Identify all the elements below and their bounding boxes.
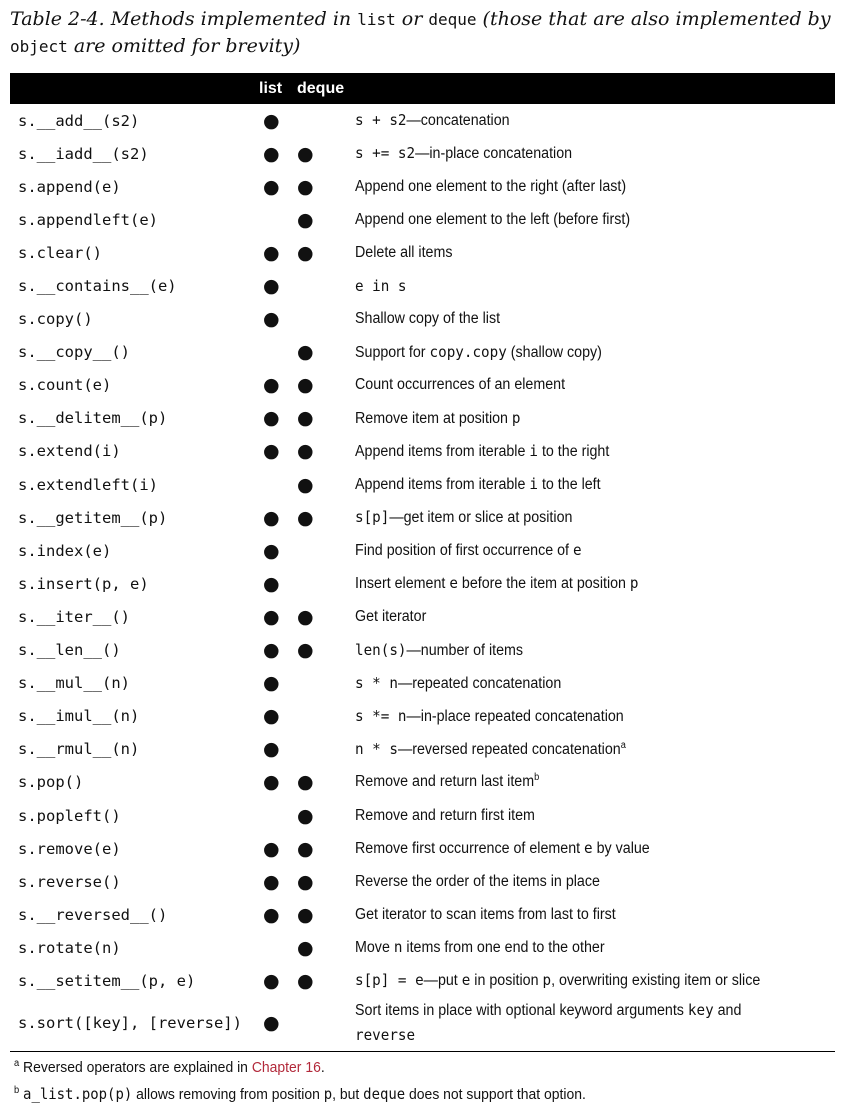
method-description (355, 402, 797, 435)
deque-support-cell (293, 799, 355, 832)
deque-support-cell (293, 269, 355, 302)
deque-support-dot-icon: ● (297, 969, 314, 992)
table-row (10, 865, 835, 898)
list-support-dot-icon: ● (263, 705, 280, 728)
table-caption (10, 6, 835, 60)
description-code: reverse (355, 1025, 416, 1044)
method-name: s.__delitem__(p) (18, 409, 168, 428)
description-text: —get item or slice at position (389, 509, 573, 527)
deque-support-cell (293, 667, 355, 700)
list-support-dot-icon: ● (263, 771, 280, 794)
list-support-cell (255, 898, 293, 931)
table-row (10, 998, 835, 1048)
description-text: to the right (537, 442, 610, 460)
list-support-dot-icon: ● (263, 241, 280, 264)
list-support-cell (255, 931, 293, 964)
list-support-cell (255, 832, 293, 865)
deque-support-dot-icon: ● (297, 241, 314, 264)
description-text: Append one element to the right (after last) (355, 177, 627, 195)
deque-support-dot-icon: ● (297, 175, 314, 198)
list-support-cell (255, 733, 293, 766)
table-row (10, 931, 835, 964)
deque-support-cell (293, 137, 355, 170)
method-name: s.__add__(s2) (18, 111, 140, 130)
table-row (10, 236, 835, 269)
footnotes (14, 1054, 834, 1108)
method-description (355, 170, 797, 203)
method-description (355, 468, 797, 501)
description-code: p (542, 971, 552, 990)
description-code: copy.copy (429, 342, 507, 361)
deque-support-dot-icon: ● (297, 440, 314, 463)
method-name: s.__imul__(n) (18, 707, 140, 726)
description-code: e in s (355, 276, 407, 295)
table-row (10, 634, 835, 667)
deque-support-cell (293, 336, 355, 369)
method-name: s.appendleft(e) (18, 210, 158, 229)
method-description (355, 435, 797, 468)
deque-support-cell (293, 964, 355, 997)
deque-support-dot-icon: ● (297, 473, 314, 496)
table-row (10, 468, 835, 501)
description-code: e (572, 541, 582, 560)
method-name: s.reverse() (18, 872, 121, 891)
method-description (355, 104, 797, 137)
deque-support-cell (293, 865, 355, 898)
description-code: n (393, 938, 403, 957)
list-support-dot-icon: ● (263, 672, 280, 695)
list-support-cell (255, 865, 293, 898)
method-name: s.insert(p, e) (18, 574, 149, 593)
table-row (10, 667, 835, 700)
deque-support-dot-icon: ● (297, 374, 314, 397)
method-description (355, 236, 797, 269)
description-code: e (449, 574, 458, 593)
description-code: p (629, 574, 639, 593)
method-name: s.popleft() (18, 806, 121, 825)
list-support-dot-icon: ● (263, 109, 280, 132)
list-support-cell (255, 600, 293, 633)
table-row (10, 203, 835, 236)
list-support-dot-icon: ● (263, 175, 280, 198)
method-description (355, 336, 797, 369)
method-description (355, 931, 797, 964)
table-row (10, 700, 835, 733)
footnote-b (14, 1081, 777, 1108)
method-description (355, 369, 797, 402)
description-text: in position (470, 972, 543, 990)
method-name: s.__len__() (18, 641, 121, 660)
description-text: items from one end to the other (402, 939, 605, 957)
header-deque: deque (297, 79, 345, 97)
table-row (10, 766, 835, 799)
description-text: —reversed repeated concatenation (397, 740, 621, 758)
method-name: s.__setitem__(p, e) (18, 971, 196, 990)
deque-support-cell (293, 534, 355, 567)
description-text: Append items from iterable (355, 476, 530, 494)
deque-support-cell (293, 931, 355, 964)
list-support-cell (255, 667, 293, 700)
list-support-cell (255, 369, 293, 402)
table-row (10, 799, 835, 832)
list-support-cell (255, 634, 293, 667)
list-support-cell (255, 402, 293, 435)
list-support-dot-icon: ● (263, 969, 280, 992)
description-text: to the left (537, 476, 601, 494)
footnote-b-code-p: p (323, 1085, 333, 1103)
list-support-cell (255, 766, 293, 799)
deque-support-cell (293, 501, 355, 534)
description-code: key (687, 1000, 714, 1019)
description-text: by value (592, 840, 650, 858)
method-description (355, 269, 797, 302)
description-text: Remove item at position (355, 409, 512, 427)
deque-support-dot-icon: ● (297, 341, 314, 364)
table-row (10, 898, 835, 931)
method-description (355, 634, 797, 667)
description-code: s *= n (355, 706, 407, 725)
list-support-dot-icon: ● (263, 870, 280, 893)
list-support-dot-icon: ● (263, 275, 280, 298)
method-description (355, 998, 797, 1048)
method-name: s.__getitem__(p) (18, 508, 168, 527)
description-text: , overwriting existing item or slice (551, 972, 761, 990)
footnote-a-text: Reversed operators are explained in (19, 1059, 252, 1076)
footnote-ref: b (534, 772, 540, 784)
list-support-cell (255, 799, 293, 832)
list-support-cell (255, 104, 293, 137)
footnote-b-code-pop: a_list.pop(p) (23, 1085, 133, 1103)
footnote-b-marker: b (14, 1085, 20, 1096)
table-row (10, 435, 835, 468)
method-description (355, 700, 797, 733)
table-row (10, 733, 835, 766)
description-code: s + s2 (355, 111, 407, 130)
deque-support-cell (293, 898, 355, 931)
description-text: Delete all items (355, 243, 453, 261)
footnote-b-code-deque: deque (363, 1085, 406, 1103)
deque-support-dot-icon: ● (297, 506, 314, 529)
list-support-dot-icon: ● (263, 903, 280, 926)
description-text: Append items from iterable (355, 442, 530, 460)
description-code: s[p] (355, 508, 390, 527)
method-description (355, 766, 797, 799)
method-name: s.__contains__(e) (18, 277, 177, 296)
description-text: —number of items (406, 641, 524, 659)
description-code: n * s (355, 739, 398, 758)
method-name: s.extend(i) (18, 442, 121, 461)
description-code: s * n (355, 673, 398, 692)
method-description (355, 600, 797, 633)
table-row (10, 832, 835, 865)
list-support-dot-icon: ● (263, 308, 280, 331)
description-text: —repeated concatenation (397, 674, 562, 692)
deque-support-cell (293, 402, 355, 435)
description-code: s += s2 (355, 144, 416, 163)
table-row (10, 964, 835, 997)
caption-code-object: object (10, 37, 68, 56)
caption-text-4: are omitted for brevity) (67, 35, 301, 57)
footnote-a-marker: a (14, 1058, 20, 1069)
description-code: i (529, 441, 538, 460)
caption-code-list: list (357, 10, 396, 29)
deque-support-cell (293, 369, 355, 402)
table-row (10, 137, 835, 170)
method-description (355, 832, 797, 865)
method-description (355, 501, 797, 534)
deque-support-cell (293, 766, 355, 799)
table-row (10, 303, 835, 336)
method-name: s.rotate(n) (18, 938, 121, 957)
method-description (355, 137, 797, 170)
method-description (355, 964, 797, 997)
description-text: —concatenation (406, 112, 510, 130)
deque-support-dot-icon: ● (297, 903, 314, 926)
header-list: list (259, 79, 283, 97)
method-description (355, 567, 797, 600)
method-name: s.pop() (18, 773, 84, 792)
table-header (10, 73, 835, 104)
description-text: before the item at position (457, 575, 630, 593)
list-support-dot-icon: ● (263, 539, 280, 562)
deque-support-dot-icon: ● (297, 837, 314, 860)
list-support-dot-icon: ● (263, 605, 280, 628)
description-code: len(s) (355, 640, 407, 659)
description-code: e (584, 839, 593, 858)
description-text: Get iterator (355, 607, 427, 625)
method-name: s.__iter__() (18, 607, 130, 626)
description-text: Find position of first occurrence of (355, 542, 573, 560)
deque-support-dot-icon: ● (297, 605, 314, 628)
deque-support-cell (293, 468, 355, 501)
table-bottom-rule (10, 1051, 835, 1052)
table-row (10, 170, 835, 203)
deque-support-cell (293, 832, 355, 865)
method-name: s.__mul__(n) (18, 674, 130, 693)
deque-support-cell (293, 303, 355, 336)
description-text: Remove first occurrence of element (355, 840, 585, 858)
deque-support-cell (293, 634, 355, 667)
method-name: s.__copy__() (18, 343, 130, 362)
list-support-dot-icon: ● (263, 837, 280, 860)
table-row (10, 567, 835, 600)
header-description (355, 73, 835, 104)
list-support-cell (255, 567, 293, 600)
description-text: Move (355, 939, 394, 957)
caption-code-deque: deque (428, 10, 477, 29)
list-support-cell (255, 468, 293, 501)
method-name: s.__reversed__() (18, 905, 168, 924)
method-description (355, 898, 797, 931)
list-support-cell (255, 336, 293, 369)
method-name: s.clear() (18, 243, 102, 262)
description-text: Append one element to the left (before first) (355, 210, 631, 228)
methods-table (10, 73, 835, 1048)
list-support-dot-icon: ● (263, 142, 280, 165)
method-name: s.append(e) (18, 177, 121, 196)
table-row (10, 534, 835, 567)
method-name: s.index(e) (18, 541, 112, 560)
list-support-cell (255, 964, 293, 997)
deque-support-cell (293, 435, 355, 468)
footnote-b-text-1: allows removing from position (132, 1086, 324, 1103)
list-support-dot-icon: ● (263, 639, 280, 662)
description-text: Count occurrences of an element (355, 376, 566, 394)
deque-support-dot-icon: ● (297, 208, 314, 231)
caption-text-2: or (395, 8, 429, 30)
table-row (10, 336, 835, 369)
description-text: Support for (355, 343, 430, 361)
deque-support-dot-icon: ● (297, 771, 314, 794)
method-name: s.remove(e) (18, 839, 121, 858)
description-text: Get iterator to scan items from last to first (355, 905, 616, 923)
method-name: s.count(e) (18, 376, 112, 395)
list-support-dot-icon: ● (263, 1011, 280, 1034)
list-support-dot-icon: ● (263, 738, 280, 761)
list-support-cell (255, 137, 293, 170)
table-body (10, 104, 835, 1048)
method-name: s.extendleft(i) (18, 475, 158, 494)
method-name: s.copy() (18, 310, 93, 329)
description-text: Insert element (355, 575, 450, 593)
table-row (10, 104, 835, 137)
list-support-cell (255, 170, 293, 203)
deque-support-cell (293, 236, 355, 269)
deque-support-dot-icon: ● (297, 936, 314, 959)
list-support-cell (255, 534, 293, 567)
table-row (10, 600, 835, 633)
list-support-cell (255, 998, 293, 1048)
method-description (355, 799, 797, 832)
list-support-cell (255, 236, 293, 269)
deque-support-dot-icon: ● (297, 804, 314, 827)
description-text: Shallow copy of the list (355, 310, 501, 328)
deque-support-cell (293, 203, 355, 236)
method-description (355, 733, 797, 766)
deque-support-dot-icon: ● (297, 407, 314, 430)
description-text: Sort items in place with optional keyword arguments (355, 1001, 688, 1019)
caption-text-3: (those that are also implemented by (476, 8, 831, 30)
table-row (10, 369, 835, 402)
method-name: s.sort([key], [reverse]) (18, 1013, 242, 1032)
method-description (355, 203, 797, 236)
method-description (355, 534, 797, 567)
table-row (10, 501, 835, 534)
caption-text-1: Table 2-4. Methods implemented in (10, 8, 358, 30)
list-support-dot-icon: ● (263, 506, 280, 529)
deque-support-cell (293, 104, 355, 137)
description-text: —put (423, 972, 462, 990)
method-description (355, 303, 797, 336)
list-support-cell (255, 203, 293, 236)
description-code: i (529, 475, 538, 494)
deque-support-cell (293, 733, 355, 766)
description-text: —in-place repeated concatenation (406, 707, 624, 725)
footnote-ref: a (620, 739, 626, 751)
deque-support-cell (293, 170, 355, 203)
deque-support-dot-icon: ● (297, 870, 314, 893)
description-code: s[p] = e (355, 971, 424, 990)
description-code: p (511, 408, 521, 427)
footnote-a-end: . (320, 1059, 325, 1076)
list-support-dot-icon: ● (263, 374, 280, 397)
list-support-dot-icon: ● (263, 572, 280, 595)
deque-support-dot-icon: ● (297, 142, 314, 165)
list-support-dot-icon: ● (263, 440, 280, 463)
description-text: Remove and return first item (355, 806, 535, 824)
method-name: s.__iadd__(s2) (18, 144, 149, 163)
description-text: and (713, 1001, 742, 1019)
footnote-b-text-3: does not support that option. (405, 1086, 586, 1103)
table-row (10, 402, 835, 435)
list-support-cell (255, 303, 293, 336)
deque-support-dot-icon: ● (297, 639, 314, 662)
description-text: Reverse the order of the items in place (355, 872, 600, 890)
footnote-a (14, 1054, 777, 1081)
method-description (355, 667, 797, 700)
list-support-cell (255, 700, 293, 733)
description-text: —in-place concatenation (415, 145, 573, 163)
method-description (355, 865, 797, 898)
footnote-b-text-2: , but (332, 1086, 364, 1103)
chapter-16-link[interactable]: Chapter 16 (251, 1059, 321, 1076)
list-support-dot-icon: ● (263, 407, 280, 430)
deque-support-cell (293, 700, 355, 733)
list-support-cell (255, 501, 293, 534)
header-method (10, 73, 255, 104)
deque-support-cell (293, 998, 355, 1048)
list-support-cell (255, 269, 293, 302)
list-support-cell (255, 435, 293, 468)
description-text: (shallow copy) (506, 343, 602, 361)
method-name: s.__rmul__(n) (18, 740, 140, 759)
description-code: e (461, 971, 471, 990)
table-row (10, 269, 835, 302)
deque-support-cell (293, 567, 355, 600)
description-text: Remove and return last item (355, 773, 535, 791)
deque-support-cell (293, 600, 355, 633)
header-row (10, 73, 835, 104)
